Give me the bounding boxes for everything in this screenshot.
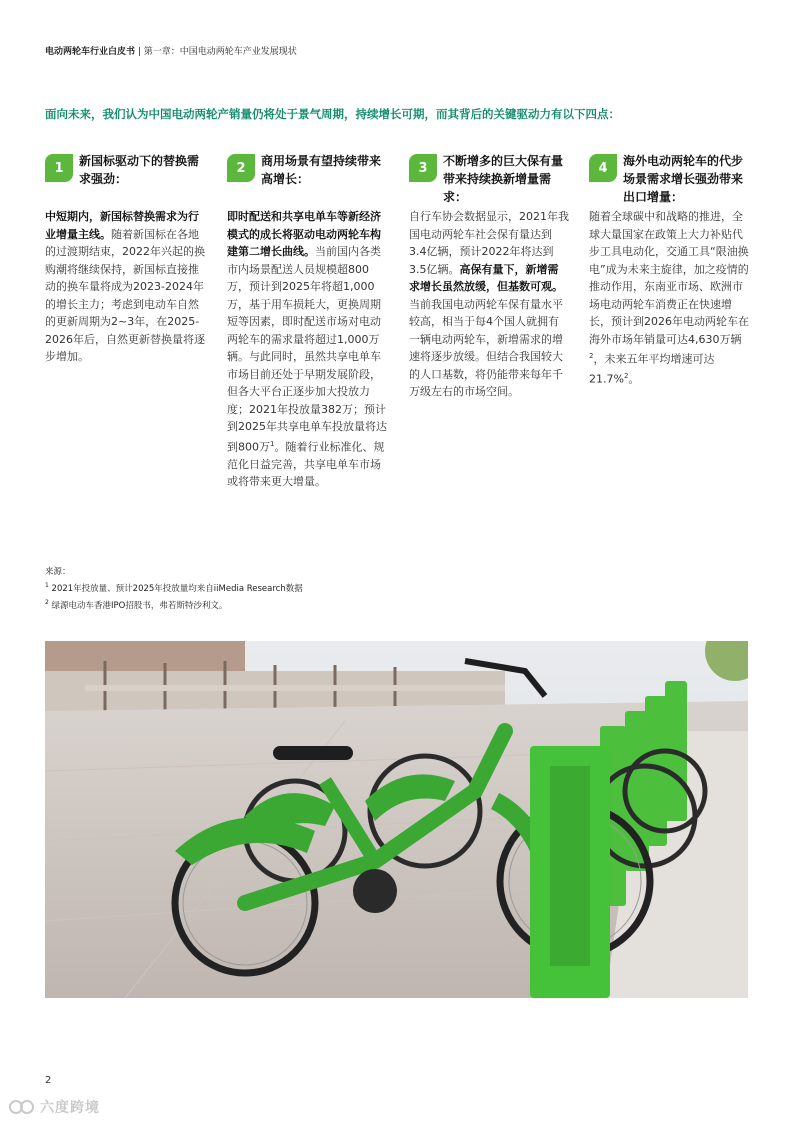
sources-label: 来源： [45,567,71,577]
driver-body-2 [227,208,387,491]
page-header [45,44,297,57]
source-item-1: $^1$ 2021年投放量、预计2025年投放量均来自iiMedia Research数据 [45,582,303,594]
page-number: 2 [45,1075,52,1086]
driver-title-3: 不断增多的巨大保有量带来持续换新增量需求： [443,154,564,204]
driver-column-4 [589,152,749,388]
header-separator: | [135,47,144,57]
driver-column-3 [409,152,569,401]
driver-body-1 [45,208,205,366]
driver-body-4 [589,208,749,388]
driver-title-1: 新国标驱动下的替换需求强劲： [79,154,200,186]
number-badge-1: 1 [45,154,73,182]
driver-text-3a: 自行车协会数据显示，2021年我国电动两轮车社会保有量达到3.4亿辆，预计2022年将达到3.5亿辆。 [409,210,569,276]
driver-text-3b: 当前我国电动两轮车保有量水平较高，相当于每4个国人就拥有一辆电动两轮车，新增需求的增速将逐步放缓。但结合我国较大的人口基数，将仍能带来每年千万级左右的市场空间。 [409,297,563,398]
driver-text-2a: 当前国内各类市内场景配送人员规模超800万，预计到2025年将超1,000万，基于用车损耗大，更换周期短等因素，即时配送市场对电动两轮车的需求量将超过1,000万辆。与此同时，虽然共享电单车市场目前还处于早期发展阶段，但各大平台正逐步加大投放力度；2021年投放量382万；预计到2025年共享电单车投放量将达到800万 [227,245,387,454]
driver-text-1: 随着新国标在各地的过渡期结束，2022年兴起的换购潮将继续保持，新国标直接推动的换车量将成为2023-2024年的增长主力；考虑到电动车自然的更新周期为2~3年，在2025-2026年后，自然更新替换量将逐步增加。 [45,227,205,363]
number-badge-2: 2 [227,154,255,182]
driver-text-4c: 。 [628,372,640,386]
source-item-2: $^2$ 绿源电动车香港IPO招股书，弗若斯特沙利文。 [45,598,228,611]
driver-text-4b: ，未来五年平均增速可达21.7% [589,352,715,386]
driver-body-3 [409,208,569,401]
driver-text-2b: 。随着行业标准化、规范化日益完善，共享电单车市场或将带来更大增量。 [227,440,385,489]
driver-lead-2: 即时配送和共享电单车等新经济模式的成长将驱动电动两轮车构建第二增长曲线。 [227,210,381,258]
sources-block [45,566,303,613]
driver-lead-1: 中短期内，新国标替换需求为行业增量主线。 [45,210,199,241]
driver-column-2 [227,152,387,491]
watermark-mark-icon [8,1097,36,1117]
intro-statement: 面向未来，我们认为中国电动两轮产销量仍将处于景气周期，持续增长可期，而其背后的关键驱动力有以下四点： [45,107,620,121]
number-badge-3: 3 [409,154,437,182]
footnote-ref-2a: 2 [589,352,594,360]
number-badge-4: 4 [589,154,617,182]
footnote-ref-1: 1 [270,439,275,448]
chapter-title: 第一章：中国电动两轮车产业发展现状 [143,47,297,57]
shared-ebikes-photo [45,641,748,998]
watermark-text: 六度跨境 [40,1100,100,1116]
doc-title: 电动两轮车行业白皮书 [45,47,136,57]
driver-bold-3: 高保有量下，新增需求增长虽然放缓，但基数可观。 [409,262,563,293]
driver-title-4: 海外电动两轮车的代步场景需求增长强劲带来出口增量： [623,154,744,204]
footnote-ref-2b: 2 [623,372,629,381]
driver-text-4a: 随着全球碳中和战略的推进，全球大量国家在政策上大力补贴代步工具电动化，交通工具“限油换电”成为未来主旋律，加之疫情的推动作用，东南亚市场、欧洲市场电动两轮车消费正在快速增长，预计到2026年电动两轮车在海外市场年销量可达4,630万辆 [589,210,749,346]
watermark-logo [8,1095,108,1119]
driver-column-1 [45,152,205,366]
driver-title-2: 商用场景有望持续带来高增长： [261,154,382,186]
